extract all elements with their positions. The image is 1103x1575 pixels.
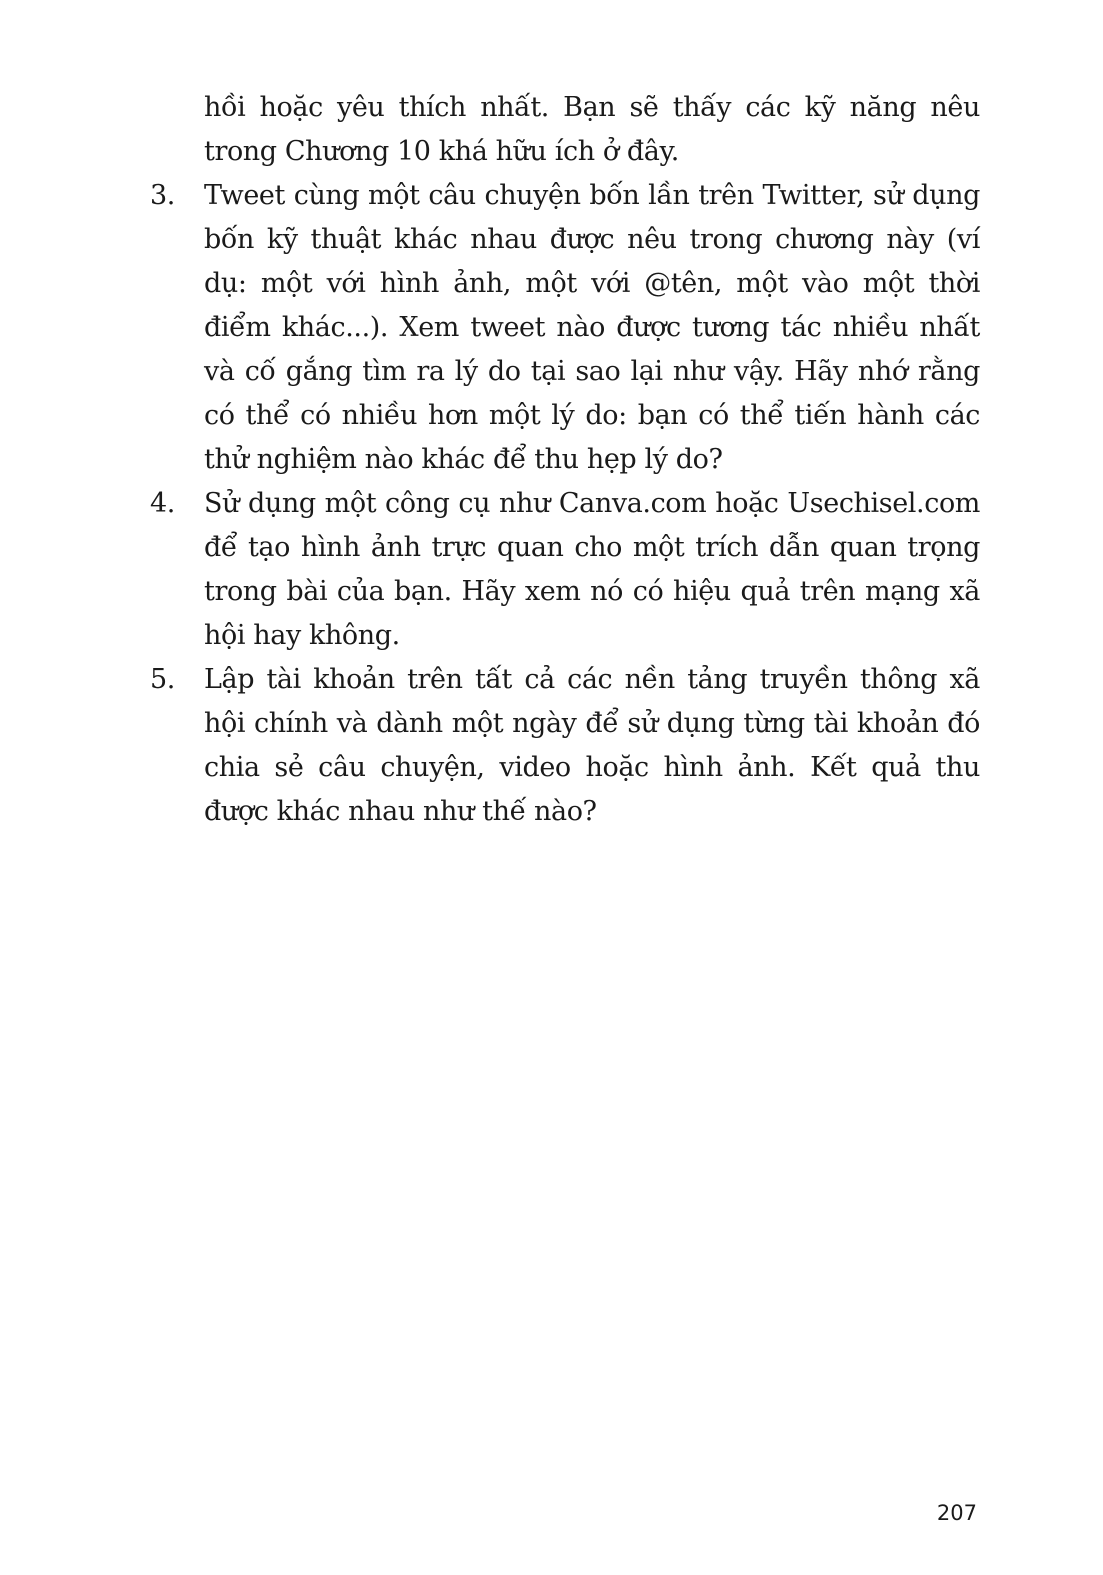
item-number: 3. — [150, 180, 175, 211]
item-text: Tweet cùng một câu chuyện bốn lần trên Twitter, sử dụng bốn kỹ thuật khác nhau được nêu trong chương này (ví dụ: một với hình ảnh, một với @tên, một vào một thời điểm khác...). Xem tweet nào được tương tác nhiều nhất và cố gắng tìm ra lý do tại sao lại như vậy. Hãy nhớ rằng có thể có nhiều hơn một lý do: bạn có thể tiến hành các thử nghiệm nào khác để thu hẹp lý do? — [204, 180, 980, 475]
item-text: Sử dụng một công cụ như Canva.com hoặc Usechisel.com để tạo hình ảnh trực quan cho một trích dẫn quan trọng trong bài của bạn. Hãy xem nó có hiệu quả trên mạng xã hội hay không. — [204, 488, 980, 651]
list-item — [150, 86, 980, 174]
item-number: 4. — [150, 488, 175, 519]
item-number: 5. — [150, 664, 175, 695]
list-item — [150, 658, 980, 834]
list-item — [150, 482, 980, 658]
item-text: hồi hoặc yêu thích nhất. Bạn sẽ thấy các kỹ năng nêu trong Chương 10 khá hữu ích ở đây. — [204, 92, 980, 167]
list-item — [150, 174, 980, 482]
exercise-list — [150, 86, 980, 834]
page-number: 207 — [936, 1501, 977, 1525]
item-text: Lập tài khoản trên tất cả các nền tảng truyền thông xã hội chính và dành một ngày để sử dụng từng tài khoản đó chia sẻ câu chuyện, video hoặc hình ảnh. Kết quả thu được khác nhau như thế nào? — [204, 664, 980, 827]
item-number — [150, 86, 204, 174]
